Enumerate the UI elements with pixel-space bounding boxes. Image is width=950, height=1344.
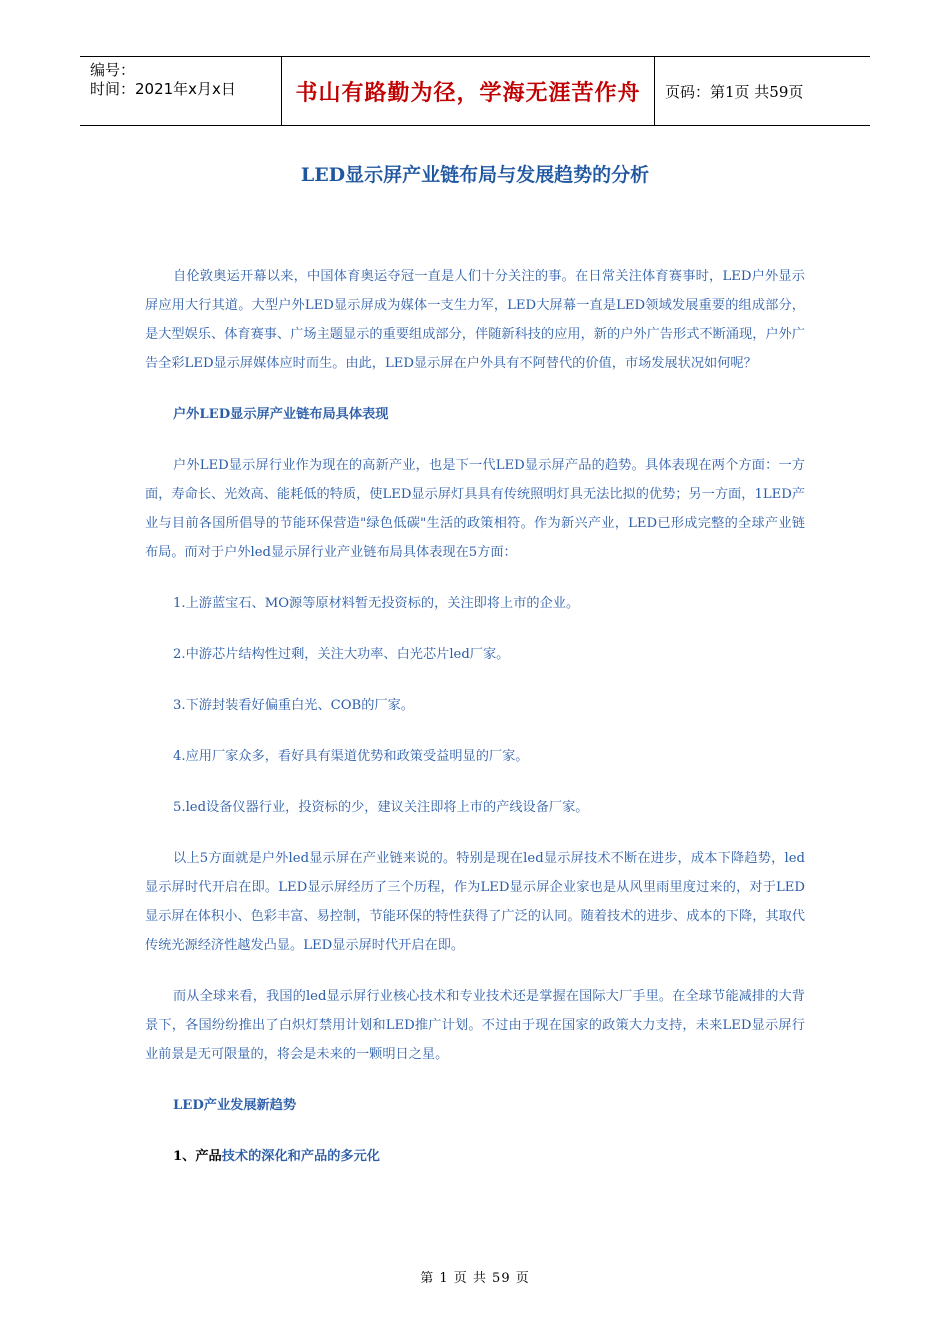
paragraph-3: 而从全球来看，我国的led显示屏行业核心技术和专业技术还是掌握在国际大厂手里。在全球节能减排的大背景下，各国纷纷推出了白炽灯禁用计划和LED推广计划。不过由于现在国家的政策大力支持，未来LED显示屏行业前景是无可限量的，将会是未来的一颗明日之星。	[145, 989, 805, 1062]
header-page-info: 页码：第1页 共59页	[665, 82, 804, 101]
page-header	[80, 56, 870, 126]
list-item: 1.上游蓝宝石、MO源等原材料暂无投资标的，关注即将上市的企业。	[173, 596, 580, 611]
section2-heading: LED产业发展新趋势	[173, 1098, 297, 1113]
section2-subheading	[145, 1142, 805, 1171]
intro-paragraph: 自伦敦奥运开幕以来，中国体育奥运夺冠一直是人们十分关注的事。在日常关注体育赛事时，LED户外显示屏应用大行其道。大型户外LED显示屏成为媒体一支生力军，LED大屏幕一直是LED领域发展重要的组成部分，是大型娱乐、体育赛事、广场主题显示的重要组成部分，伴随新科技的应用，新的户外广告形式不断涌现，户外广告全彩LED显示屏媒体应时而生。由此，LED显示屏在户外具有不阿替代的价值，市场发展状况如何呢？	[145, 269, 805, 371]
list-item: 3.下游封装看好偏重白光、COB的厂家。	[173, 698, 414, 713]
page-footer: 第 1 页 共 59 页	[420, 1271, 530, 1286]
number-label: 编号：	[90, 61, 136, 79]
list-item: 4.应用厂家众多，看好具有渠道优势和政策受益明显的厂家。	[173, 749, 529, 764]
section1-paragraph: 户外LED显示屏行业作为现在的高新产业，也是下一代LED显示屏产品的趋势。具体表现在两个方面：一方面，寿命长、光效高、能耗低的特质，使LED显示屏灯具具有传统照明灯具无法比拟的优势；另一方面，1LED产业与目前各国所倡导的节能环保营造"绿色低碳"生活的政策相符。作为新兴产业，LED已形成完整的全球产业链布局。而对于户外led显示屏行业产业链布局具体表现在5方面：	[145, 458, 805, 560]
header-motto: 书山有路勤为径，学海无涯苦作舟	[281, 57, 655, 125]
subheading-prefix: 1、产品	[173, 1149, 222, 1164]
paragraph-2: 以上5方面就是户外led显示屏在产业链来说的。特别是现在led显示屏技术不断在进步，成本下降趋势，led显示屏时代开启在即。LED显示屏经历了三个历程，作为LED显示屏企业家也是从风里雨里度过来的，对于LED显示屏在体积小、色彩丰富、易控制，节能环保的特性获得了广泛的认同。随着技术的进步、成本的下降，其取代传统光源经济性越发凸显。LED显示屏时代开启在即。	[145, 851, 805, 953]
subheading-rest: 技术的深化和产品的多元化	[221, 1149, 380, 1164]
document-title: LED显示屏产业链布局与发展趋势的分析	[300, 164, 650, 186]
list-item: 2.中游芯片结构性过剩，关注大功率、白光芯片led厂家。	[173, 647, 510, 662]
date-label: 时间：2021年x月x日	[90, 80, 236, 98]
list-item: 5.led设备仪器行业，投资标的少，建议关注即将上市的产线设备厂家。	[173, 800, 589, 815]
document-body	[145, 262, 805, 1171]
header-meta	[80, 57, 281, 125]
section-heading: 户外LED显示屏产业链布局具体表现	[173, 407, 389, 422]
